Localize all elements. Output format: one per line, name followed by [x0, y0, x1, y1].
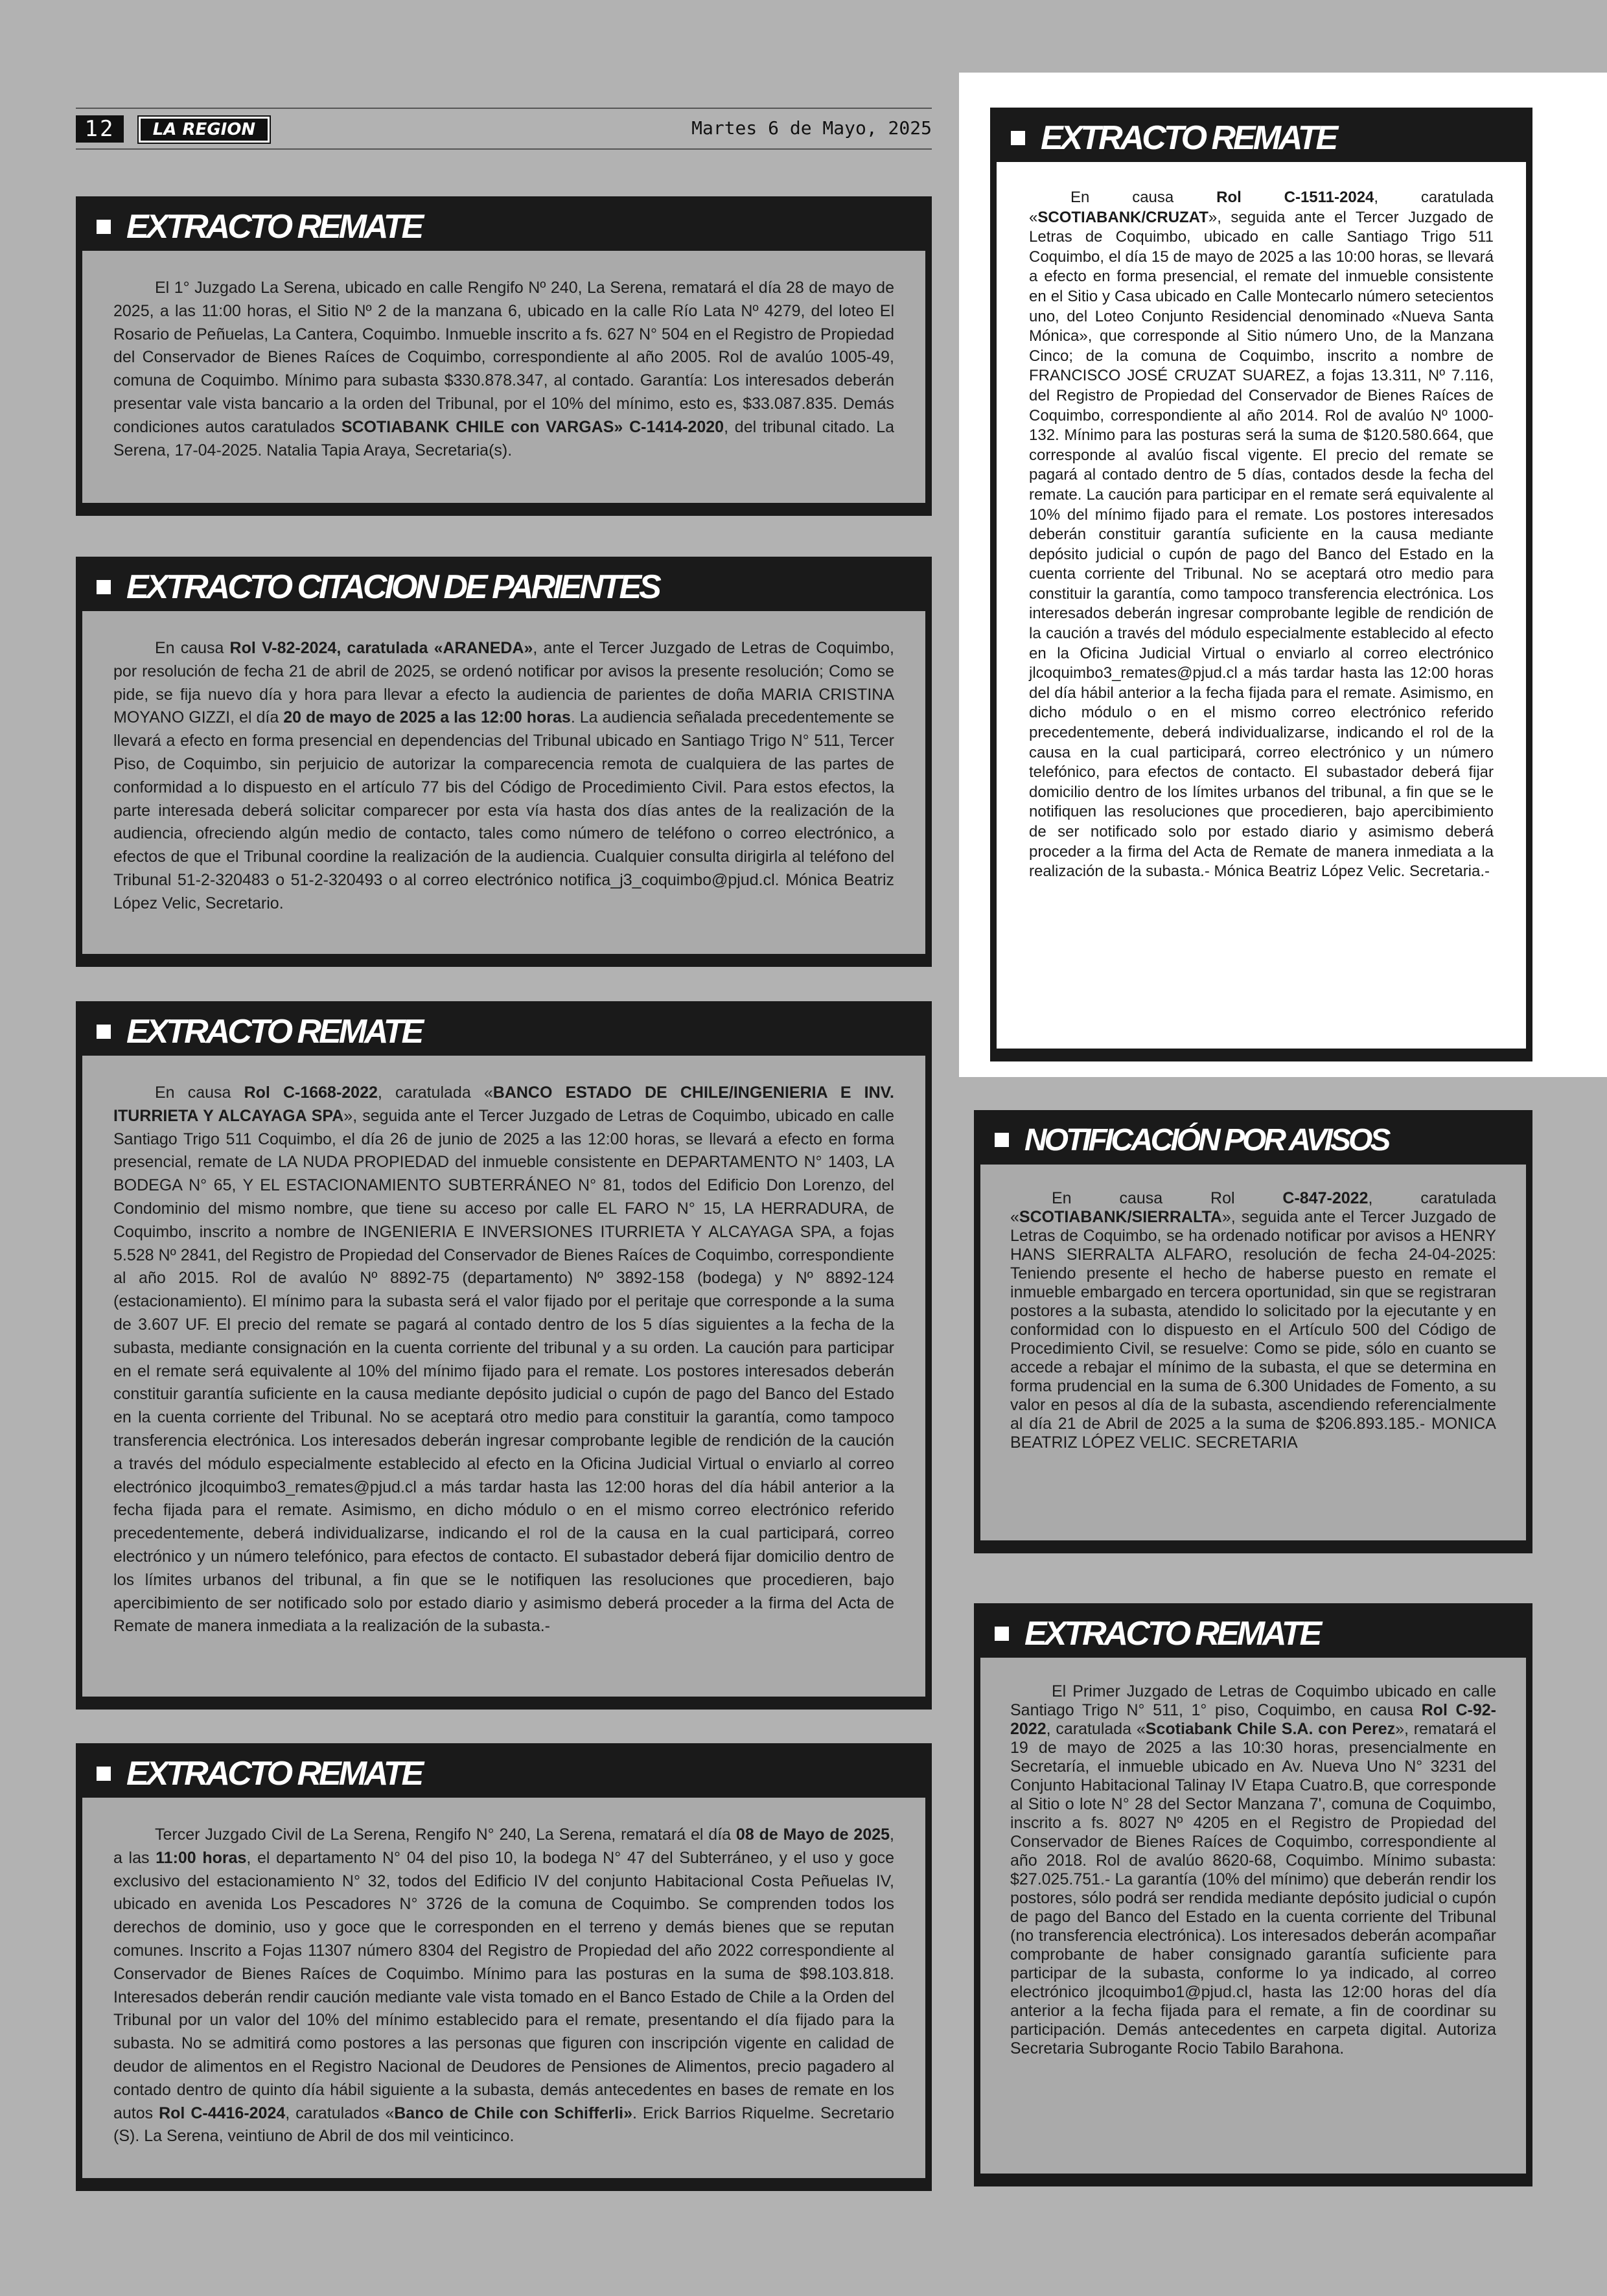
notice-text: En causa Rol C-1668-2022, caratulada «BANCO ESTADO DE CHILE/INGENIERIA E INV. ITURRIETA Y ALCAYAGA SPA», seguida ante el Tercer Juzgado de Letras de Coquimbo, ubicado en calle Santiago Trigo 511 Coquimbo, el día 26 de junio de 2025 a las 12:00 horas, se llevará a efecto en forma presencial, remate de LA NUDA PROPIEDAD del inmueble consistente en DEPARTAMENTO N° 1403, LA BODEGA N° 65, Y EL ESTACIONAMIENTO SUBTERRÁNEO N° 81, todos del Edificio Don Lorenzo, del Condominio del mismo nombre, que tiene su acceso por calle EL FARO N° 15, LA HERRADURA, de Coquimbo, inscrito a nombre de INGENIERIA E INVERSIONES ITURRIETA Y ALCAYAGA SPA, a fojas 5.528 Nº 2841, del Registro de Propiedad del Conservador de Bienes Raíces de Coquimbo, correspondiente al año 2015. Rol de avalúo Nº 8892-75 (departamento) Nº 3892-158 (bodega) y Nº 8892-124 (estacionamiento). El mínimo para la subasta será el valor fijado por el peritaje que corresponde a la suma de 3.607 UF. El precio del remate se pagará al contado dentro de los 5 días siguientes a la fecha de la subasta, mediante consignación en la cuenta corriente del tribunal y a su orden. La caución para participar en el remate será equivalente al 10% del mínimo fijado para el remate. Los postores interesados deberán constituir garantía suficiente en la causa mediante depósito judicial o cupón de pago del Banco del Estado en la cuenta corriente del Tribunal. No se aceptará otro medio para constituir la garantía, como tampoco transferencia electrónica. Los interesados deberán ingresar comprobante legible de rendición de la caución a través del módulo especialmente establecido al efecto en la Oficina Judicial Virtual o enviarlo al correo electrónico jlcoquimbo3_remates@pjud.cl a más tardar hasta las 12:00 horas del día hábil anterior a la fecha fijada para el remate. Asimismo, en dicho módulo o en el mismo correo electrónico referido precedentemente, deberá individualizarse, indicando el rol de la causa en la cual participará, correo electrónico y un número telefónico, para efectos de contacto. El subastador deberá fijar domicilio dentro de los límites urbanos del tribunal, a fin que se le notifiquen las resoluciones que procedieren, bajo apercibimiento de ser notificado solo por estado diario y asimismo deberá proceder a la firma del Acta de Remate de manera inmediata a la realización de la subasta.- [113, 1084, 894, 1636]
notice-body [980, 1165, 1526, 1540]
notice-text: En causa Rol V-82-2024, caratulada «ARANEDA», ante el Tercer Juzgado de Letras de Coquimbo, por resolución de fecha 21 de abril de 2025, se ordenó notificar por avisos la presente resolución; Como se pide, se fija nuevo día y hora para llevar a efecto la audiencia de parientes de doña MARIA CRISTINA MOYANO GIZZI, el día 20 de mayo de 2025 a las 12:00 horas. La audiencia señalada precedentemente se llevará a efecto en forma presencial en dependencias del Tribunal ubicado en Santiago Trigo N° 511, Tercer Piso, de Coquimbo, sin perjuicio de autorizar la comparecencia remota de cualquiera de las partes de conformidad a lo dispuesto en el artículo 77 bis del Código de Procedimiento Civil. Para estos efectos, la parte interesada deberá solicitar comparecer por esta vía hasta dos días antes de la realización de la audiencia, ofreciendo algún medio de contacto, tales como número de teléfono o correo electrónico, a efectos de que el Tribunal coordine la realización de la audiencia. Cualquier consulta dirigirla al teléfono del Tribunal 51-2-320483 o 51-2-320493 o al correo electrónico notifica_j3_coquimbo@pjud.cl. Mónica Beatriz López Velic, Secretario. [113, 639, 894, 912]
issue-date: Martes 6 de Mayo, 2025 [691, 117, 932, 139]
notice-heading [980, 1117, 1526, 1165]
notice-title: EXTRACTO REMATE [126, 208, 422, 246]
notice-notificacion-avisos [974, 1110, 1532, 1553]
notice-text: En causa Rol C-1511-2024, caratulada «SCOTIABANK/CRUZAT», seguida ante el Tercer Juzgado de Letras de Coquimbo, ubicado en calle Santiago Trigo 511 Coquimbo, el día 15 de mayo de 2025 a las 10:00 horas, se llevará a efecto en forma presencial, el remate del inmueble consistente en el Sitio y Casa ubicado en Calle Montecarlo número setecientos uno, del Loteo Conjunto Residencial denominado «Nueva Santa Mónica», que corresponde al Sitio número Uno, de la Manzana Cinco; de la comuna de Coquimbo, inscrito a nombre de FRANCISCO JOSÉ CRUZAT SUAREZ, a fojas 13.311, Nº 7.116, del Registro de Propiedad del Conservador de Bienes Raíces de Coquimbo, correspondiente al año 2014. Rol de avalúo Nº 1000-132. Mínimo para las posturas será la suma de $120.580.664, que corresponde al avalúo fiscal vigente. El precio del remate se pagará al contado dentro de 5 días, contados desde la fecha del remate. La caución para participar en el remate será equivalente al 10% del mínimo fijado para el remate. Los postores interesados deberán constituir garantía suficiente en la causa mediante depósito judicial o cupón de pago del Banco del Estado en la cuenta corriente del Tribunal. No se aceptará otro medio para constituir la garantía, como tampoco transferencia electrónica. Los interesados deberán ingresar comprobante legible de rendición de la caución a través del módulo especialmente establecido al efecto en la Oficina Judicial Virtual o enviarlo al correo electrónico jlcoquimbo3_remates@pjud.cl a más tardar hasta las 12:00 horas del día hábil anterior a la fecha fijada para el remate. Asimismo, en dicho módulo o en el mismo correo electrónico referido precedentemente, deberá individualizarse, indicando el rol de la causa en la cual participará, correo electrónico y un número telefónico, para efectos de contacto. El subastador deberá fijar domicilio dentro de los límites urbanos del tribunal, a fin que se le notifiquen las resoluciones que procedieren, bajo apercibimiento de ser notificado solo por estado diario y asimismo deberá proceder a la firma del Acta de Remate de manera inmediata a la realización de la subasta.- Mónica Beatriz López Velic. Secretaria.- [1029, 189, 1494, 881]
notice-body [82, 1798, 925, 2178]
square-bullet-icon [97, 580, 111, 594]
notice-heading [82, 1008, 925, 1056]
notice-title: EXTRACTO REMATE [1024, 1615, 1320, 1652]
notice-body [82, 611, 925, 954]
notice-heading [980, 1610, 1526, 1658]
notice-heading [82, 1750, 925, 1798]
notice-title: EXTRACTO REMATE [126, 1013, 422, 1050]
notice-heading [82, 563, 925, 611]
square-bullet-icon [995, 1133, 1009, 1147]
notice-extracto-remate-5 [990, 108, 1532, 1061]
page-number: 12 [76, 115, 124, 143]
square-bullet-icon [97, 1767, 111, 1781]
notice-citacion-parientes [76, 557, 932, 967]
square-bullet-icon [1011, 131, 1025, 145]
notice-text: El Primer Juzgado de Letras de Coquimbo ubicado en calle Santiago Trigo N° 511, 1° piso, Coquimbo, en causa Rol C-92-2022, caratulada «Scotiabank Chile S.A. con Perez», rematará el 19 de mayo de 2025 a las 10:30 horas, presencialmente en Secretaría, el inmueble ubicado en Av. Nueva Uno N° 3231 del Conjunto Habitacional Talinay IV Etapa Cuatro.B, que corresponde al Sitio o lote N° 28 del Sector Manzana 7', comuna de Coquimbo, inscrito a fs. 8027 Nº 4205 en el Registro de Propiedad del Conservador de Bienes Raíces de Coquimbo, correspondiente al año 2018. Rol de avalúo 8620-68, Coquimbo. Mínimo subasta: $27.025.751.- La garantía (10% del mínimo) que deberán rendir los postores, sólo podrá ser rendida mediante depósito judicial o cupón de pago del Banco del Estado en la cuenta corriente del Tribunal (no transferencia electrónica). Los interesados deberán acompañar comprobante de haber consignado garantía suficiente para participar de la subasta, conforme lo ya indicado, al correo electrónico jlcoquimbo1@pjud.cl, hasta las 12:00 horas del día anterior a la fecha fijada para el remate, a fin de coordinar su participación. Demás antecedentes en carpeta digital. Autoriza Secretaria Subrogante Rocio Tabilo Barahona. [1010, 1682, 1497, 2058]
square-bullet-icon [97, 220, 111, 234]
notice-body [997, 162, 1526, 1049]
notice-heading [997, 114, 1526, 162]
notice-body [82, 1056, 925, 1697]
square-bullet-icon [995, 1627, 1009, 1641]
masthead-logo: LA REGION [139, 117, 270, 143]
notice-title: EXTRACTO REMATE [126, 1755, 422, 1792]
header-rule [76, 148, 932, 150]
notice-body [980, 1658, 1526, 2174]
notice-heading [82, 203, 925, 251]
square-bullet-icon [97, 1025, 111, 1039]
header-rule [76, 108, 932, 109]
notice-body [82, 251, 925, 503]
notice-title: EXTRACTO REMATE [1041, 119, 1336, 157]
notice-extracto-remate-7 [974, 1603, 1532, 2186]
notice-extracto-remate-4 [76, 1743, 932, 2191]
notice-extracto-remate-1 [76, 196, 932, 516]
notice-text: En causa Rol C-847-2022, caratulada «SCOTIABANK/SIERRALTA», seguida ante el Tercer Juzgado de Letras de Coquimbo, se ha ordenado notificar por avisos a HENRY HANS SIERRALTA ALFARO, resolución de fecha 24-04-2025: Teniendo presente el hecho de haberse puesto en remate el inmueble embargado en tercera oportunidad, sin que se registraran postores a la subasta, atendido lo solicitado por la ejecutante y en conformidad con lo dispuesto en el Artículo 500 del Código de Procedimiento Civil, se resuelve: Como se pide, sólo en cuanto se accede a rebajar el mínimo de la subasta, el que se determina en forma prudencial en la suma de 6.300 Unidades de Fomento, a su valor en pesos al día de la subasta, ascendiendo referencialmente al día 21 de Abril de 2025 a la suma de $206.893.185.- MONICA BEATRIZ LÓPEZ VELIC. SECRETARIA [1010, 1189, 1496, 1452]
notice-title: NOTIFICACIÓN POR AVISOS [1024, 1123, 1389, 1157]
notice-title: EXTRACTO CITACION DE PARIENTES [126, 568, 659, 606]
notice-text: Tercer Juzgado Civil de La Serena, Rengifo N° 240, La Serena, rematará el día 08 de Mayo de 2025, a las 11:00 horas, el departamento N° 04 del piso 10, la bodega N° 47 del Subterráneo, y el uso y goce exclusivo del estacionamiento N° 32, todos del Edificio IV del conjunto Habitacional Costa Peñuelas IV, ubicado en avenida Los Pescadores N° 3726 de la comuna de Coquimbo. Se comprenden todos los derechos de dominio, uso y goce que le corresponden en el terreno y demás bienes que se reputan comunes. Inscrito a Fojas 11307 número 8304 del Registro de Propiedad del año 2022 correspondiente al Conservador de Bienes Raíces de Coquimbo. Mínimo para las posturas en la suma de $98.103.818. Interesados deberán rendir caución mediante vale vista tomado en el Banco Estado de Chile a la Orden del Tribunal por un valor del 10% del mínimo establecido para el remate, presentando el día fijado para la subasta. No se admitirá como postores a las personas que figuren con inscripción vigente en calidad de deudor de alimentos en el Registro Nacional de Deudores de Pensiones de Alimentos, precio pagadero al contado dentro de quinto día hábil siguiente a la subasta, demás antecedentes en bases de remate en los autos Rol C-4416-2024, caratulados «Banco de Chile con Schifferli». Erick Barrios Riquelme. Secretario (S). La Serena, veintiuno de Abril de dos mil veinticinco. [113, 1826, 894, 2146]
notice-extracto-remate-3 [76, 1001, 932, 1710]
notice-text: El 1° Juzgado La Serena, ubicado en calle Rengifo Nº 240, La Serena, rematará el día 28 de mayo de 2025, a las 11:00 horas, el Sitio Nº 2 de la manzana 6, ubicado en la calle Río Lata Nº 4279, del loteo El Rosario de Peñuelas, La Cantera, Coquimbo. Inmueble inscrito a fs. 627 N° 504 en el Registro de Propiedad del Conservador de Bienes Raíces de Coquimbo, correspondiente al año 2005. Rol de avalúo 1005-49, comuna de Coquimbo. Mínimo para subasta $330.878.347, al contado. Garantía: Los interesados deberán presentar vale vista bancario a la orden del Tribunal, por el 10% del mínimo, esto es, $33.087.835. Demás condiciones autos caratulados SCOTIABANK CHILE con VARGAS» C-1414-2020, del tribunal citado. La Serena, 17-04-2025. Natalia Tapia Araya, Secretaria(s). [113, 279, 894, 459]
